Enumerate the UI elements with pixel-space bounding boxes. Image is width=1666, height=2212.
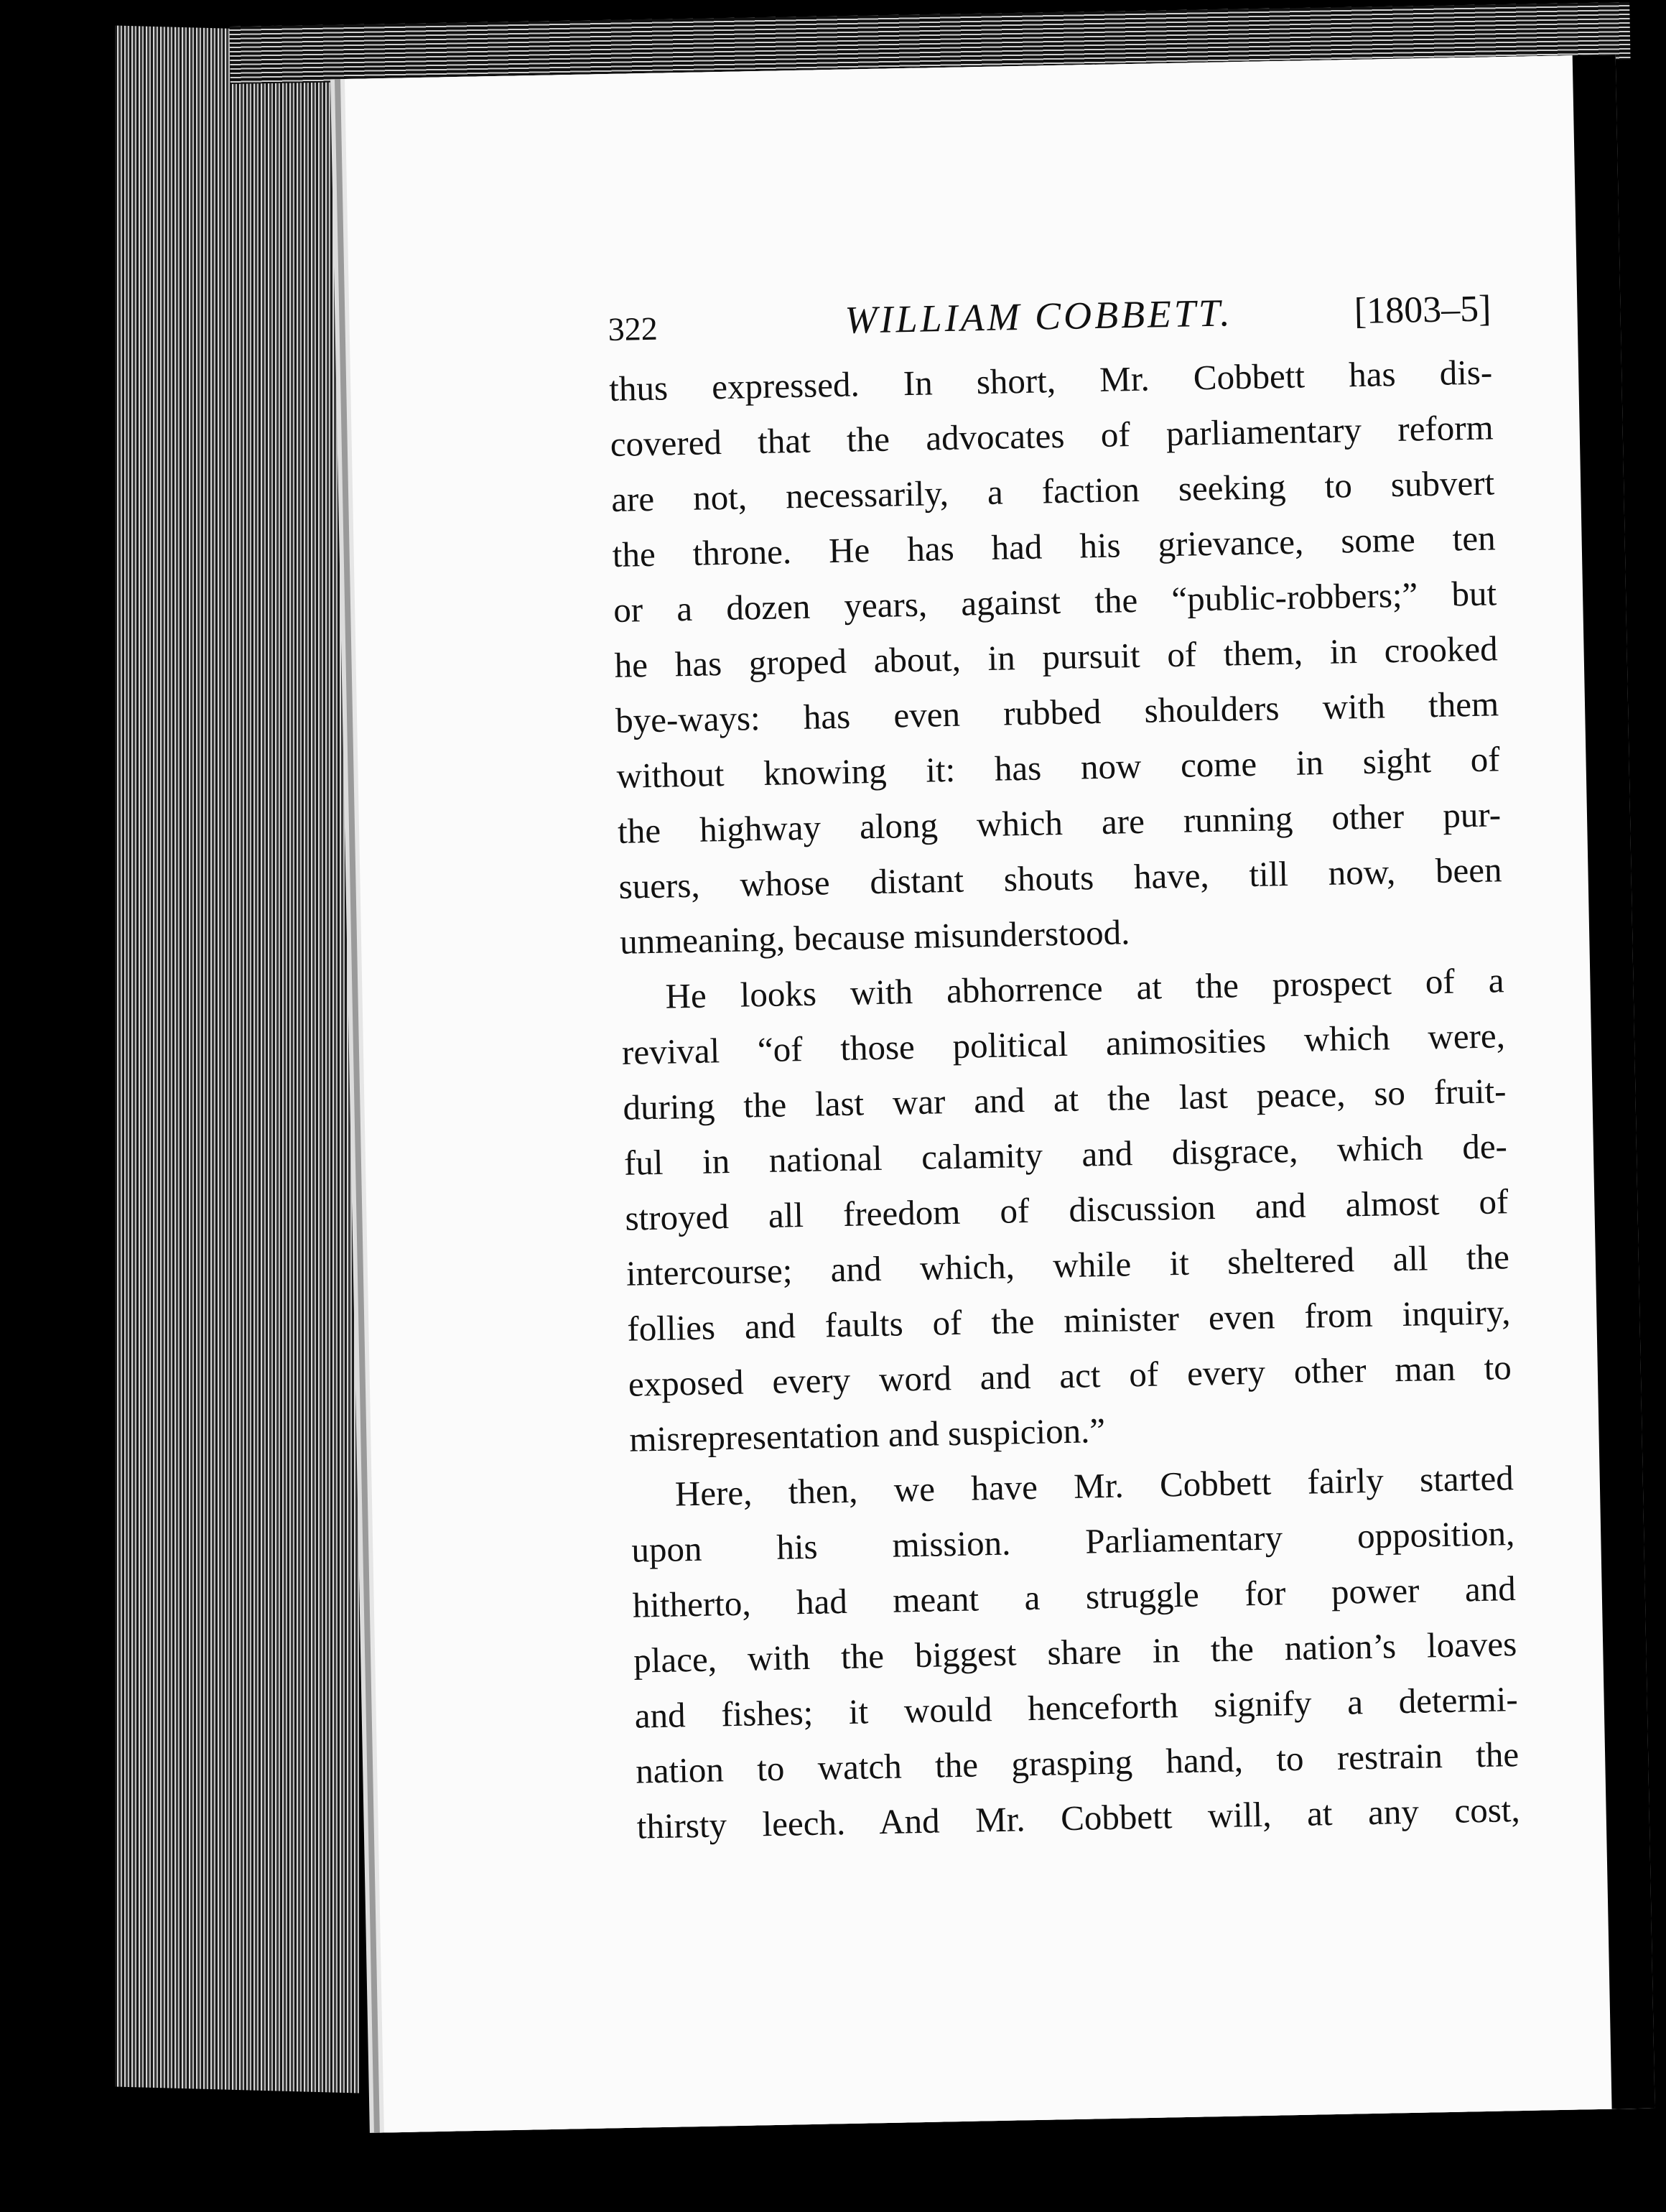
text-line: nation to watch the grasping hand, to restrain the xyxy=(635,1734,1520,1791)
paragraph-3 xyxy=(630,1450,1520,1854)
text-line: the highway along which are running other pur- xyxy=(617,794,1502,851)
paragraph-2 xyxy=(620,952,1513,1467)
body-text xyxy=(609,344,1521,1854)
text-line: he has groped about, in pursuit of them, in crooked xyxy=(614,628,1499,685)
text-line: without knowing it: has now come in sight of xyxy=(616,739,1501,796)
text-line: suers, whose distant shouts have, till now, been xyxy=(618,850,1502,906)
text-line: bye-ways: has even rubbed shoulders with them xyxy=(615,684,1499,740)
text-line: misrepresentation and suspicion.” xyxy=(628,1411,1106,1459)
text-line: upon his mission. Parliamentary opposition, xyxy=(630,1513,1515,1570)
text-line: thirsty leech. And Mr. Cobbett will, at any cost, xyxy=(636,1790,1521,1846)
book-page-edges xyxy=(115,26,359,2094)
text-line: the throne. He has had his grievance, some ten xyxy=(612,518,1497,575)
text-line: intercourse; and which, while it sheltered all the xyxy=(625,1237,1510,1293)
page-header xyxy=(608,272,1492,354)
text-line: or a dozen years, against the “public-robbers;” but xyxy=(613,573,1497,630)
book-page xyxy=(345,55,1655,2132)
text-line: revival “of those political animosities which were, xyxy=(621,1016,1506,1072)
text-line: follies and faults of the minister even from inquiry, xyxy=(626,1292,1511,1349)
text-line: exposed every word and act of every other man to xyxy=(628,1347,1512,1404)
text-line: are not, necessarily, a faction seeking to subvert xyxy=(610,463,1495,519)
text-line: and fishes; it would henceforth signify a determi- xyxy=(634,1679,1519,1736)
text-line: during the last war and at the last peace, so fruit- xyxy=(623,1071,1507,1128)
text-line: place, with the biggest share in the nation’s loaves xyxy=(633,1624,1517,1681)
page-number: 322 xyxy=(608,310,659,348)
text-line: thus expressed. In short, Mr. Cobbett has dis- xyxy=(608,352,1493,409)
text-line: unmeaning, because misunderstood. xyxy=(619,912,1130,962)
text-line: Here, then, we have Mr. Cobbett fairly started xyxy=(674,1458,1514,1514)
text-line: ful in national calamity and disgrace, which de- xyxy=(623,1126,1508,1183)
paragraph-1 xyxy=(609,344,1504,969)
text-line: hitherto, had meant a struggle for power and xyxy=(632,1569,1517,1625)
facing-page-edge xyxy=(1573,55,1655,2109)
date-range: [1803–5] xyxy=(1354,288,1492,333)
running-title: WILLIAM COBBETT. xyxy=(844,291,1234,342)
text-line: covered that the advocates of parliamentary reform xyxy=(610,407,1494,464)
text-line: stroyed all freedom of discussion and almost of xyxy=(624,1181,1509,1238)
text-line: He looks with abhorrence at the prospect of a xyxy=(665,960,1504,1016)
